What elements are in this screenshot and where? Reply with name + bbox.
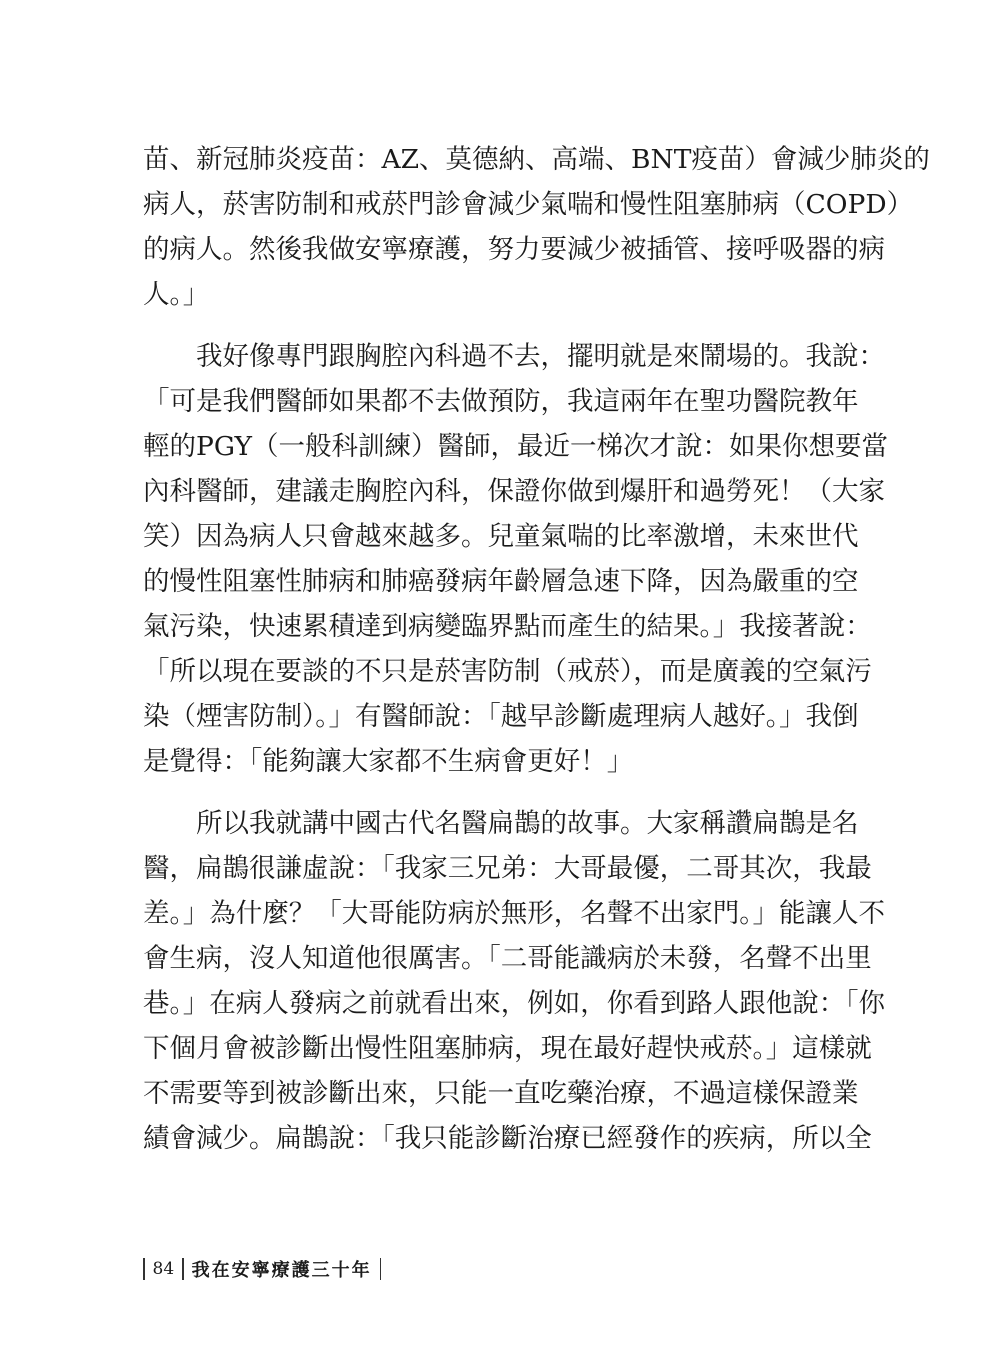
text-line: 「所以現在要談的不只是菸害防制（戒菸），而是廣義的空氣污 [143,656,872,687]
text-line: 所以我就講中國古代名醫扁鵲的故事。大家稱讚扁鵲是名 [196,808,859,839]
page-number: 84 [152,1259,175,1279]
paragraph [143,801,885,1161]
text-line: 巷。」在病人發病之前就看出來，例如，你看到路人跟他說：「你 [143,988,885,1019]
text-line: 輕的PGY（一般科訓練）醫師，最近一梯次才說：如果你想要當 [143,431,889,462]
footer-divider [380,1258,382,1280]
text-line: 我好像專門跟胸腔內科過不去，擺明就是來鬧場的。我說： [196,341,885,372]
paragraph [143,334,889,784]
text-line: 不需要等到被診斷出來，只能一直吃藥治療，不過這樣保證業 [143,1078,859,1109]
text-line: 績會減少。扁鵲說：「我只能診斷治療已經發作的疾病，所以全 [143,1123,872,1154]
paragraph-gap [143,784,855,801]
text-line: 的慢性阻塞性肺病和肺癌發病年齡層急速下降，因為嚴重的空 [143,566,859,597]
body-text [143,137,930,1161]
text-line: 下個月會被診斷出慢性阻塞肺病，現在最好趕快戒菸。」這樣就 [143,1033,872,1064]
text-line: 染（煙害防制）。」有醫師說：「越早診斷處理病人越好。」我倒 [143,701,859,732]
page-footer [143,1256,381,1282]
paragraph-gap [143,317,855,334]
text-line: 氣污染，快速累積達到病變臨界點而產生的結果。」我接著說： [143,611,872,642]
text-line: 苗、新冠肺炎疫苗：AZ、莫德納、高端、BNT疫苗）會減少肺炎的 [143,144,930,175]
text-line: 內科醫師，建議走胸腔內科，保證你做到爆肝和過勞死！（大家 [143,476,885,507]
text-line: 「可是我們醫師如果都不去做預防，我這兩年在聖功醫院教年 [143,386,859,417]
paragraph [143,137,930,317]
book-title: 我在安寧療護三十年 [191,1260,372,1281]
text-line: 差。」為什麼？「大哥能防病於無形，名聲不出家門。」能讓人不 [143,898,885,929]
text-line: 病人，菸害防制和戒菸門診會減少氣喘和慢性阻塞肺病（COPD） [143,189,914,220]
text-line: 的病人。然後我做安寧療護，努力要減少被插管、接呼吸器的病 [143,234,885,265]
text-line: 會生病，沒人知道他很厲害。「二哥能識病於未發，名聲不出里 [143,943,872,974]
text-line: 笑）因為病人只會越來越多。兒童氣喘的比率激增，未來世代 [143,521,859,552]
text-line: 醫，扁鵲很謙虛說：「我家三兄弟：大哥最優，二哥其次，我最 [143,853,872,884]
text-line: 人。」 [143,279,210,310]
text-line: 是覺得：「能夠讓大家都不生病會更好！」 [143,746,634,777]
